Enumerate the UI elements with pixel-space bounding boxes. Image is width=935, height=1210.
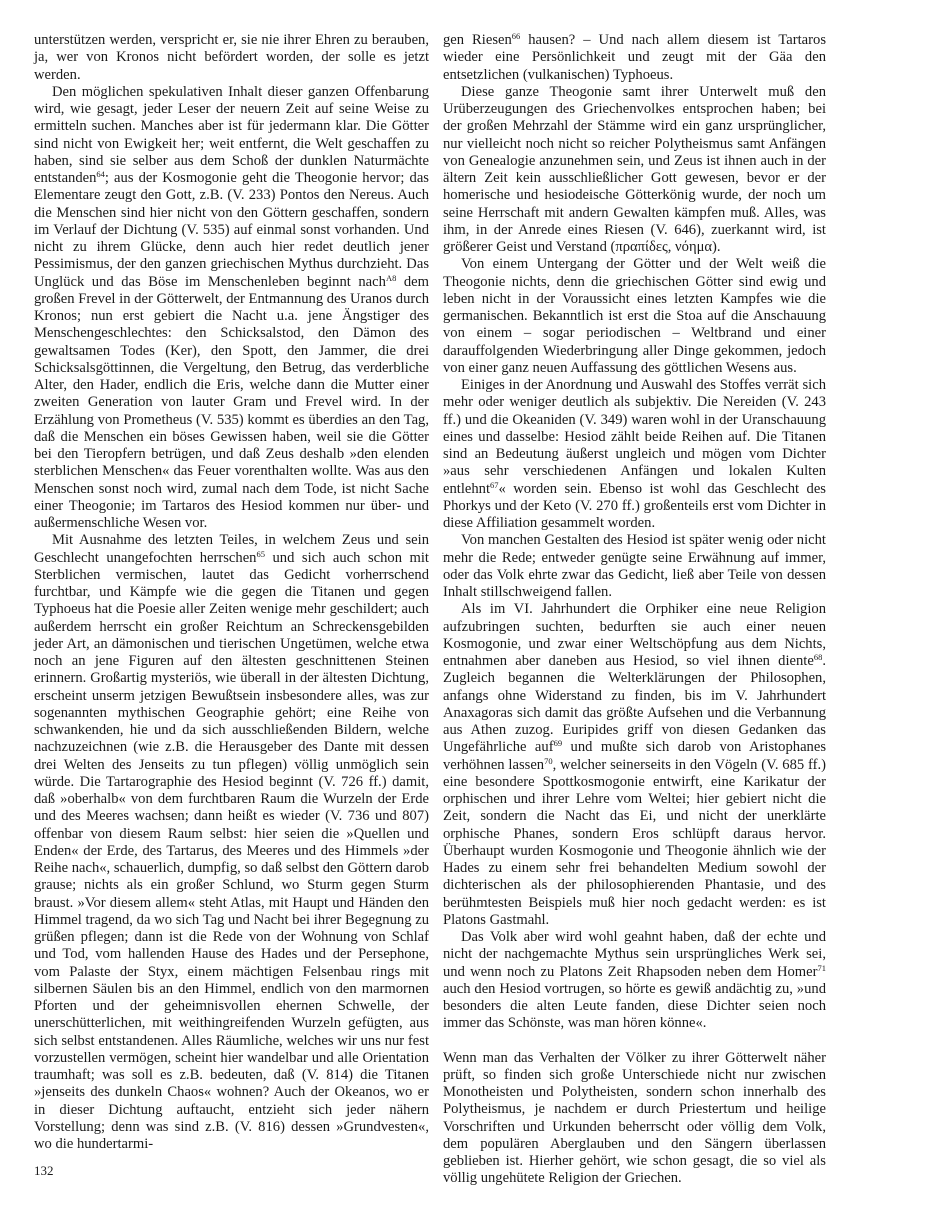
paragraph: Von manchen Gestalten des Hesiod ist später wenig oder nicht mehr die Rede; entweder genügte seine Erwähnung auf immer, oder das Volk ehrte zwar das Gedicht, ließ aber Teile von dessen Inhalt stillschweigend fallen.: [443, 532, 826, 600]
paragraph: Das Volk aber wird wohl geahnt haben, daß der echte und nicht der nachgemachte Mythus sein ursprüngliches Werk sei, und wenn noch zu Platons Zeit Rhapsoden neben dem Homer$^{71}$ auch den Hesiod vortrugen, so hörte es gewiß andächtig zu, »und besonders die alten Leute fanden, diese Dichter seien noch immer das Schönste, was man hören könne«.: [443, 929, 826, 1032]
footnote-ref: 69: [553, 738, 563, 749]
paragraph: Den möglichen spekulativen Inhalt dieser ganzen Offenbarung wird, wie gesagt, jeder Leser der neuern Zeit auf seine Weise zu ermitteln suchen. Manches aber ist für jedermann klar. Die Götter sind nicht von Ewigkeit her; weit entfernt, die Welt geschaffen zu haben, sind sie selber aus dem Schoß der dunklen Naturmächte entstanden$^{64}$; aus der Kosmogonie geht die Theogonie hervor; das Elementare zeugt den Gott, z.B. (V. 233) Pontos den Nereus. Auch die Menschen sind hier nicht von den Göttern geschaffen, sondern im Verlauf der Dichtung (V. 535) auf einmal sonst vorhanden. Und nicht zu ihrem Glücke, denn auch hier redet deutlich jener Pessimismus, der den ganzen griechischen Mythus durchzieht. Das Unglück und das Böse im Menschenleben beginnt nach$^{A8}$ dem großen Frevel in der Götterwelt, der Entmannung des Uranos durch Kronos; nun erst gebiert die Nacht u.a. jene Ängstiger des Menschengeschlechtes: den Schicksalstod, den Dämon des gewaltsamen Todes (Ker), den Spott, den Jammer, die drei Schicksalsgöttinnen, die Vergeltung, den Betrug, das verderbliche Alter, den Hader, endlich die Eris, welche dann die Mutter einer zweiten Generation von lauter Gram und Frevel wird. In der Erzählung von Prometheus (V. 535) kommt es überdies an den Tag, daß die Menschen ein böses Gewissen haben, weil sie die Götter bei den Tieropfern betrügen, und daß Zeus deshalb »den elenden sterblichen Menschen« das Feuer vorenthalten wollte. Was aus den Menschen sonst noch wird, zumal nach dem Tode, ist nicht Sache einer Theogonie; im Tartaros des Hesiod kommen nur über- und außermenschliche Wesen vor.: [34, 83, 430, 531]
footnote-ref: 68: [813, 652, 823, 662]
right-column: [443, 32, 826, 1188]
paragraph: Diese ganze Theogonie samt ihrer Unterwelt muß den Urüberzeugungen des Griechenvolkes entsprochen haben; bei der großen Mehrzahl der Stämme wird ein ganz ursprünglicher, nur vielleicht noch nicht so reicher Polytheismus samt Anfängen von Genealogie anzunehmen sein, und Zeus ist ihnen auch in der ältern Zeit kein ausschließlicher Gott gewesen, bevor er der homerische und hesiodeische Götterkönig wurde, der noch um seine Herrschaft mit andern Gewalten kämpfen muß. Alles, was ihm, in der Anrede eines Riesen (V. 646), zuerkannt wird, ist größerer Geist und Verstand (πραπίδες, νόημα).: [443, 83, 826, 255]
footnote-ref: 71: [817, 962, 826, 973]
footnote-ref: 66: [511, 31, 521, 41]
paragraph: gen Riesen$^{66}$ hausen? – Und nach allem diesem ist Tartaros wieder eine Persönlichkeit und zeugt mit der Gäa den entsetzlichen (vulkanischen) Typhoeus.: [443, 31, 826, 83]
footnote-ref: 65: [256, 548, 265, 559]
paragraph: Mit Ausnahme des letzten Teiles, in welchem Zeus und sein Geschlecht unangefochten herrschen$^{65}$ und sich auch schon mit Sterblichen vermischen, lautet das Gedicht vorherrschend furchtbar, und Kämpfe wie die gegen die Titanen und gegen Typhoeus hat die Poesie aller Zeiten wenige mehr geschildert; auch außerdem herrscht ein großer Reichtum an Schreckensgebilden jeder Art, an dämonischen und tierischen Ungetümen, welche etwa noch an jene Figuren auf den ältesten geschnittenen Steinen erinnern. Großartig mysteriös, wie überall in der ältesten Dichtung, erscheint unserm jetzigen Bewußtsein insbesondere alles, was zur sogenannten mythischen Geographie gehört; eine Reihe von schwankenden, hie und da sich ausschließenden Bildern, welche nachzuzeichnen (wie z.B. die Herausgeber des Dante mit dessen drei Welten des Jenseits zu tun pflegen) völlig unmöglich sein würde. Die Tartarographie des Hesiod beginnt (V. 726 ff.) damit, daß »oberhalb« von dem furchtbaren Raum die Wurzeln der Erde und des Meeres wachsen; dann heißt es wieder (V. 736 und 807) offenbar von diesem Raum selbst: hier seien die »Quellen und Enden« der Erde, des Tartarus, des Meeres und des Himmels »der Reihe nach«, schauerlich, dumpfig, so daß selbst den Göttern darob grause; nichts als ein großer Schlund, wo Sturm gegen Sturm braust. »Vor diesem allem« steht Atlas, mit Haupt und Händen den Himmel tragend, da wo sich Tag und Nacht bei ihrer Begegnung zu grüßen pflegen; dann ist die Rede von der Wohnung von Schlaf und Tod, vom hallenden Hause des Hades und der Persephone, vom Palaste der Styx, einem mächtigen Felsenbau rings mit silbernen Säulen bis an den Himmel, endlich von den marmornen Pforten und der geheimnisvollen ehernen Schwelle, der unerschütterlichen, mit weithingreifenden Wurzeln gefügten, aus sich selbst entstandenen. Alles Räumliche, welches wir uns nur fest vorzustellen vermögen, scheint hier wandelbar und alle Orientation traumhaft; was soll es z.B. bedeuten, daß (V. 814) die Titanen »jenseits des dunkeln Chaos« wohnen? Auch der Okeanos, wo er in dieser Dichtung auftaucht, entzieht sich jeder nähern Vorstellung; denn was sind z.B. (V. 816) dessen »Grundvesten«, wo die hundertarmi-: [34, 532, 429, 1152]
paragraph: Einiges in der Anordnung und Auswahl des Stoffes verrät sich mehr oder weniger deutlich als subjektiv. Die Nereiden (V. 243 ff.) und die Okeaniden (V. 349) waren wohl in der Uranschauung eines und dasselbe: Hesiod zählt beide Reihen auf. Die Titanen sind an Bedeutung äußerst ungleich und mögen vom Dichter »aus sehr verschiedenen Anfängen und lokalen Kulten entlehnt$^{67}$« worden sein. Ebenso ist wohl das Geschlecht des Phorkys und der Keto (V. 270 ff.) großenteils erst vom Dichter in diese Affiliation gesammelt worden.: [443, 377, 826, 531]
footnote-ref: 64: [96, 169, 105, 179]
paragraph: Als im VI. Jahrhundert die Orphiker eine neue Religion aufzubringen suchten, bedurften sie auch einer neuen Kosmogonie, und zwar einer Weltschöpfung aus dem Nichts, entnahmen aber daneben aus Hesiod, so viel ihnen diente$^{68}$. Zugleich begannen die Welterklärungen der Philosophen, anfangs ohne Widerstand zu finden, bis im V. Jahrhundert Anaxagoras sich damit das größte Aufsehen und die Verbannung aus Athen zuzog. Euripides griff von diesen Gedanken das Ungefährliche auf$^{69}$ und mußte sich darob von Aristophanes verhöhnen lassen$^{70}$, welcher seinerseits in den Vögeln (V. 685 ff.) eine besondere Spottkosmogonie entwirft, eine Karikatur der orphischen und ihrer Lehre vom Weltei; hier gebiert nicht die Zeit, sondern die Nacht das Ei, und nicht der unerklärte orphische Phanes, sondern Eros schlüpft daraus hervor. Überhaupt wurden Kosmogonie und Theogonie ähnlich wie der Hades zu einem sehr frei behandelten Medium sowohl der dichterischen als der philosophierenden Phantasie, und des berühmtesten Beispiels muß hier noch gedacht werden: es ist Platons Gastmahl.: [443, 601, 826, 928]
footnote-ref: 70: [544, 755, 553, 766]
paragraph: Von einem Untergang der Götter und der Welt weiß die Theogonie nichts, denn die griechischen Götter sind ewig und leben nicht in der Voraussicht eines letzten Kampfes wie die germanischen. Bekanntlich ist erst die Stoa auf die Anschauung von einem – sogar periodischen – Weltbrand und einer darauffolgenden Wiederbringung aller Dinge gekommen, jedoch von einer ganz neuen Auffassung des göttlichen Wesens aus.: [443, 256, 826, 376]
left-column: [34, 32, 429, 1153]
page-number: 132: [34, 1163, 54, 1178]
paragraph: unterstützen werden, verspricht er, sie nie ihrer Ehren zu berauben, ja, wer von Kronos nicht befördert worden, der solle es jetzt werden.: [34, 32, 429, 83]
paragraph: Wenn man das Verhalten der Völker zu ihrer Götterwelt näher prüft, so finden sich große Unterschiede nicht nur zwischen Monotheisten und Polytheisten, sondern schon innerhalb des Polytheismus, je nachdem er durch Priestertum und heilige Vorschriften und Urkunden beherrscht oder völlig dem Volk, dem populären Aberglauben und den Sängern überlassen geblieben ist. Hierher gehört, wie schon gesagt, die so viel als völlig ungehütete Religion der Griechen.: [443, 1049, 826, 1187]
footnote-ref: A8: [385, 272, 397, 283]
footnote-ref: 67: [490, 479, 499, 490]
